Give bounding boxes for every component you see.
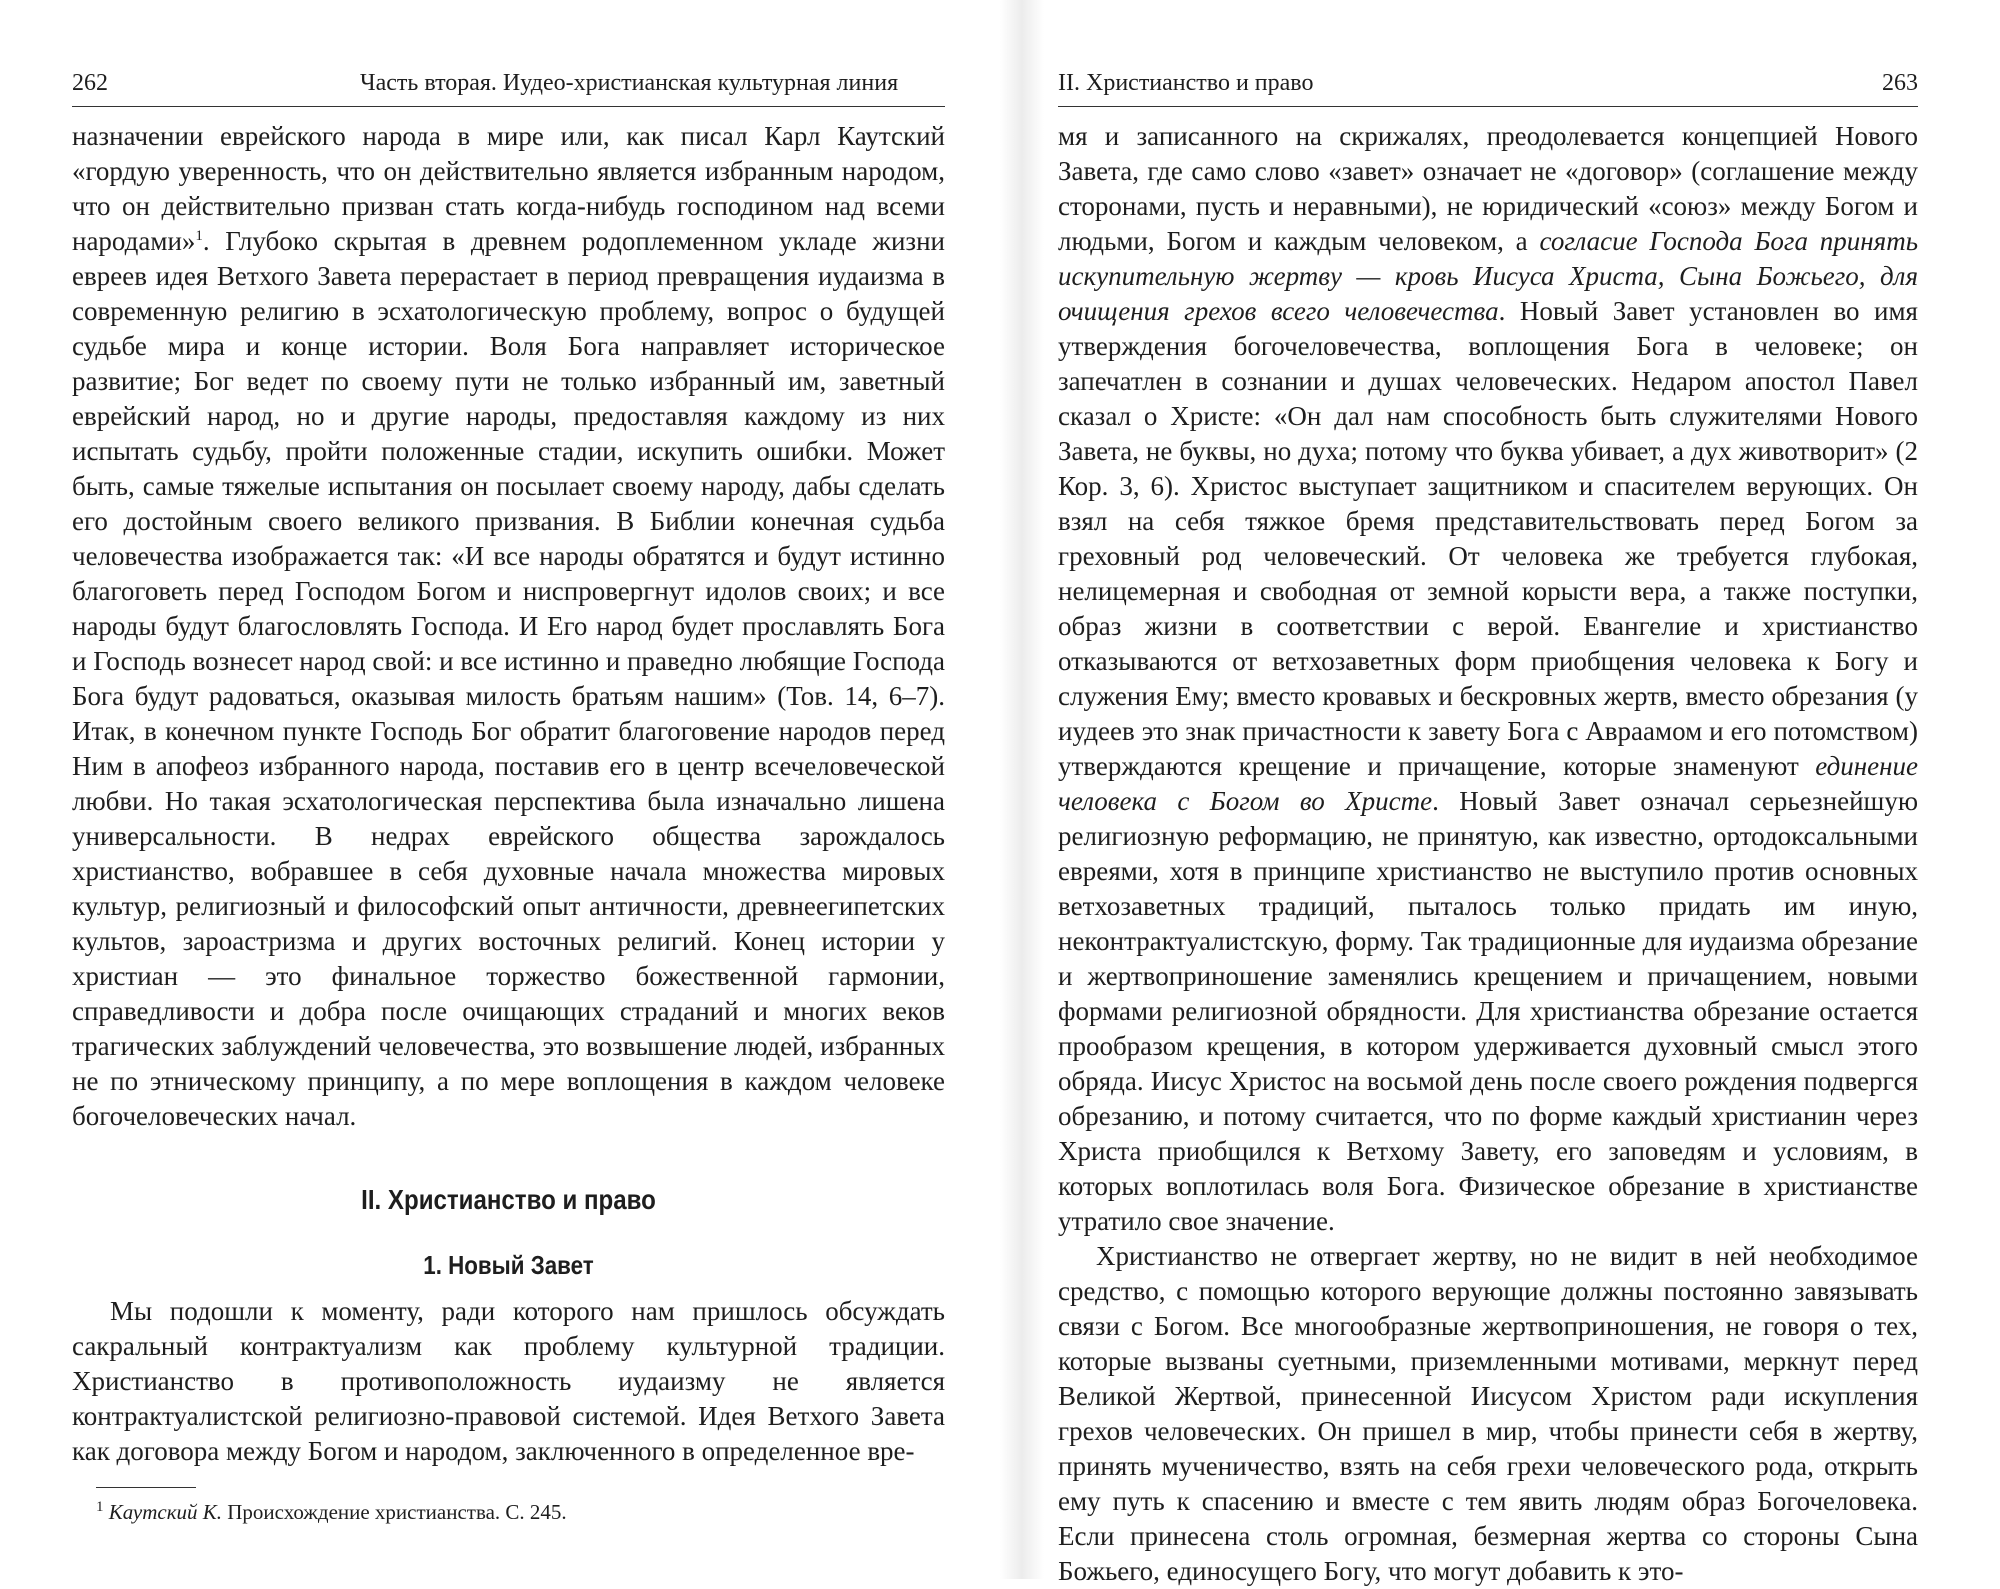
left-paragraph-1 bbox=[72, 119, 945, 1134]
footnote-text: Происхождение христианства. С. 245. bbox=[222, 1500, 567, 1524]
left-page-number: 262 bbox=[72, 70, 108, 96]
right-paragraph-1 bbox=[1058, 119, 1918, 1239]
left-page-body bbox=[72, 119, 945, 1526]
right-running-head bbox=[1058, 60, 1918, 107]
right-paragraph-2: Христианство не отвергает жертву, но не видит в ней необходимое средство, с помощью которого верующие должны постоянно завязывать связи с Богом. Все многообразные жертвоприношения, не говоря о тех, которые вызваны суетными, приземленными мотивами, меркнут перед Великой Жертвой, принесенной Иисусом Христом ради искупления грехов человеческих. Он пришел в мир, чтобы принести себя в жертву, принять мученичество, взять на себя грехи человеческого рода, открыть ему путь к спасению и вместе с тем явить людям образ Богочеловека. Если принесена столь огромная, безмерная жертва со стороны Сына Божьего, единосущего Богу, что могут добавить к это- bbox=[1058, 1241, 1918, 1586]
footnote-divider bbox=[96, 1487, 196, 1488]
right-paragraph-1-c: . Новый Завет означал серьезнейшую религиозную реформацию, не принятую, как известно, ортодоксальными евреями, хотя в принципе христианство не выступило против основных ветхозаветных традиций, пыталось только придать им иную, неконтрактуалистскую, форму. Так традиционные для иудаизма обрезание и жертвоприношение заменялись крещением и причащением, новыми формами религиозной обрядности. Для христианства обрезание остается прообразом крещения, в котором удерживается духовный смысл этого обряда. Иисус Христос на восьмой день после своего рождения подвергся обрезанию, и потому считается, что по форме каждый христианин через Христа приобщился к Ветхому Завету, его заповедям и условиям, в которых воплотилась воля Бога. Физическое обрезание в христианстве утратило свое значение. bbox=[1058, 786, 1918, 1236]
footnote-author: Каутский К. bbox=[108, 1500, 222, 1524]
left-paragraph-2: Мы подошли к моменту, ради которого нам пришлось обсуждать сакральный контрактуализм как проблему культурной традиции. Христианство в противоположность иудаизму не является контрактуалистской религиозно-правовой системой. Идея Ветхого Завета как договора между Богом и народом, заключенного в определенное вре- bbox=[72, 1296, 945, 1466]
footnote-marker: 1 bbox=[195, 228, 203, 244]
right-page bbox=[1058, 60, 1918, 1589]
right-paragraph-1-a: мя и записанного на скрижалях, преодолевается концепцией Нового Завета, где само слово «завет» означает не «договор» (соглашение между сторонами, пусть и неравными), не юридический «союз» между Богом и людьми, Богом и каждым человеком, а bbox=[1058, 121, 1918, 256]
left-page bbox=[72, 60, 945, 1526]
right-page-body bbox=[1058, 119, 1918, 1589]
footnote bbox=[72, 1498, 945, 1526]
right-paragraph-1-b: . Новый Завет установлен во имя утверждения богочеловечества, воплощения Бога в человеке; он запечатлен в сознании и душах человеческих. Недаром апостол Павел сказал о Христе: «Он дал нам способность быть служителями Нового Завета, не буквы, но духа; потому что буква убивает, а дух животворит» (2 Кор. 3, 6). Христос выступает защитником и спасителем верующих. Он взял на себя тяжкое бремя представительствовать перед Богом за греховный род человеческий. От человека же требуется глубокая, нелицемерная и свободная от земной корысти вера, а также поступки, образ жизни в соответствии с верой. Евангелие и христианство отказываются от ветхозаветных форм приобщения человека к Богу и служения Ему; вместо кровавых и бескровных жертв, вместо обрезания (у иудеев это знак причастности к завету Бога с Авраамом и его потомством) утверждаются крещение и причащение, которые знаменуют bbox=[1058, 296, 1918, 781]
right-page-number: 263 bbox=[1882, 70, 1918, 96]
left-paragraph-1-part2: . Глубоко скрытая в древнем родоплеменном укладе жизни евреев идея Ветхого Завета перерастает в период превращения иудаизма в современную религию в эсхатологическую проблему, вопрос о будущей судьбе мира и конце истории. Воля Бога направляет историческое развитие; Бог ведет по своему пути не только избранный им, заветный еврейский народ, но и другие народы, предоставляя каждому из них испытать судьбу, пройти положенные стадии, искупить ошибки. Может быть, самые тяжелые испытания он посылает своему народу, дабы сделать его достойным своего великого призвания. В Библии конечная судьба человечества изображается так: «И все народы обратятся и будут истинно благоговеть перед Господом Богом и ниспровергнут идолов своих; и все народы будут благословлять Господа. И Его народ будет прославлять Бога и Господь вознесет народ свой: и все истинно и праведно любящие Господа Бога будут радоваться, оказывая милость братьям нашим» (Тов. 14, 6–7). Итак, в конечном пункте Господь Бог обратит благоговение народов перед Ним в апофеоз избранного народа, поставив его в центр всечеловеческой любви. Но такая эсхатологическая перспектива была изначально лишена универсальности. В недрах еврейского общества зарождалось христианство, вобравшее в себя духовные начала множества мировых культур, религиозный и философский опыт античности, древнеегипетских культов, зароастризма и других восточных религий. Конец истории у христиан — это финальное торжество божественной гармонии, справедливости и добра после очищающих страданий и многих веков трагических заблуждений человечества, это возвышение людей, избранных не по этническому принципу, а по мере воплощения в каждом человеке богочеловеческих начал. bbox=[72, 226, 945, 1131]
footnote-number: 1 bbox=[96, 1499, 104, 1515]
subsection-title: 1. Новый Завет bbox=[423, 1250, 594, 1280]
right-paragraph-1-italic-1: согласие Господа Бога принять искупительную жертву — кровь Иисуса Христа, Сына Божьего, для очищения грехов всего человечества bbox=[1058, 226, 1919, 326]
book-gutter bbox=[1000, 0, 1044, 1579]
left-paragraph-1-part1: назначении еврейского народа в мире или, как писал Карл Каутский «гордую уверенность, что он действительно является избранным народом, что он действительно призван стать когда-нибудь господином над всеми народами» bbox=[72, 121, 945, 256]
left-running-head bbox=[72, 60, 945, 107]
section-title: II. Христианство и право bbox=[361, 1184, 656, 1215]
right-paragraph-1-italic-2: единение человека с Богом во Христе bbox=[1058, 751, 1918, 816]
right-running-title: II. Христианство и право bbox=[1058, 70, 1314, 96]
left-running-title: Часть вторая. Иудео-христианская культурная линия bbox=[360, 70, 899, 96]
